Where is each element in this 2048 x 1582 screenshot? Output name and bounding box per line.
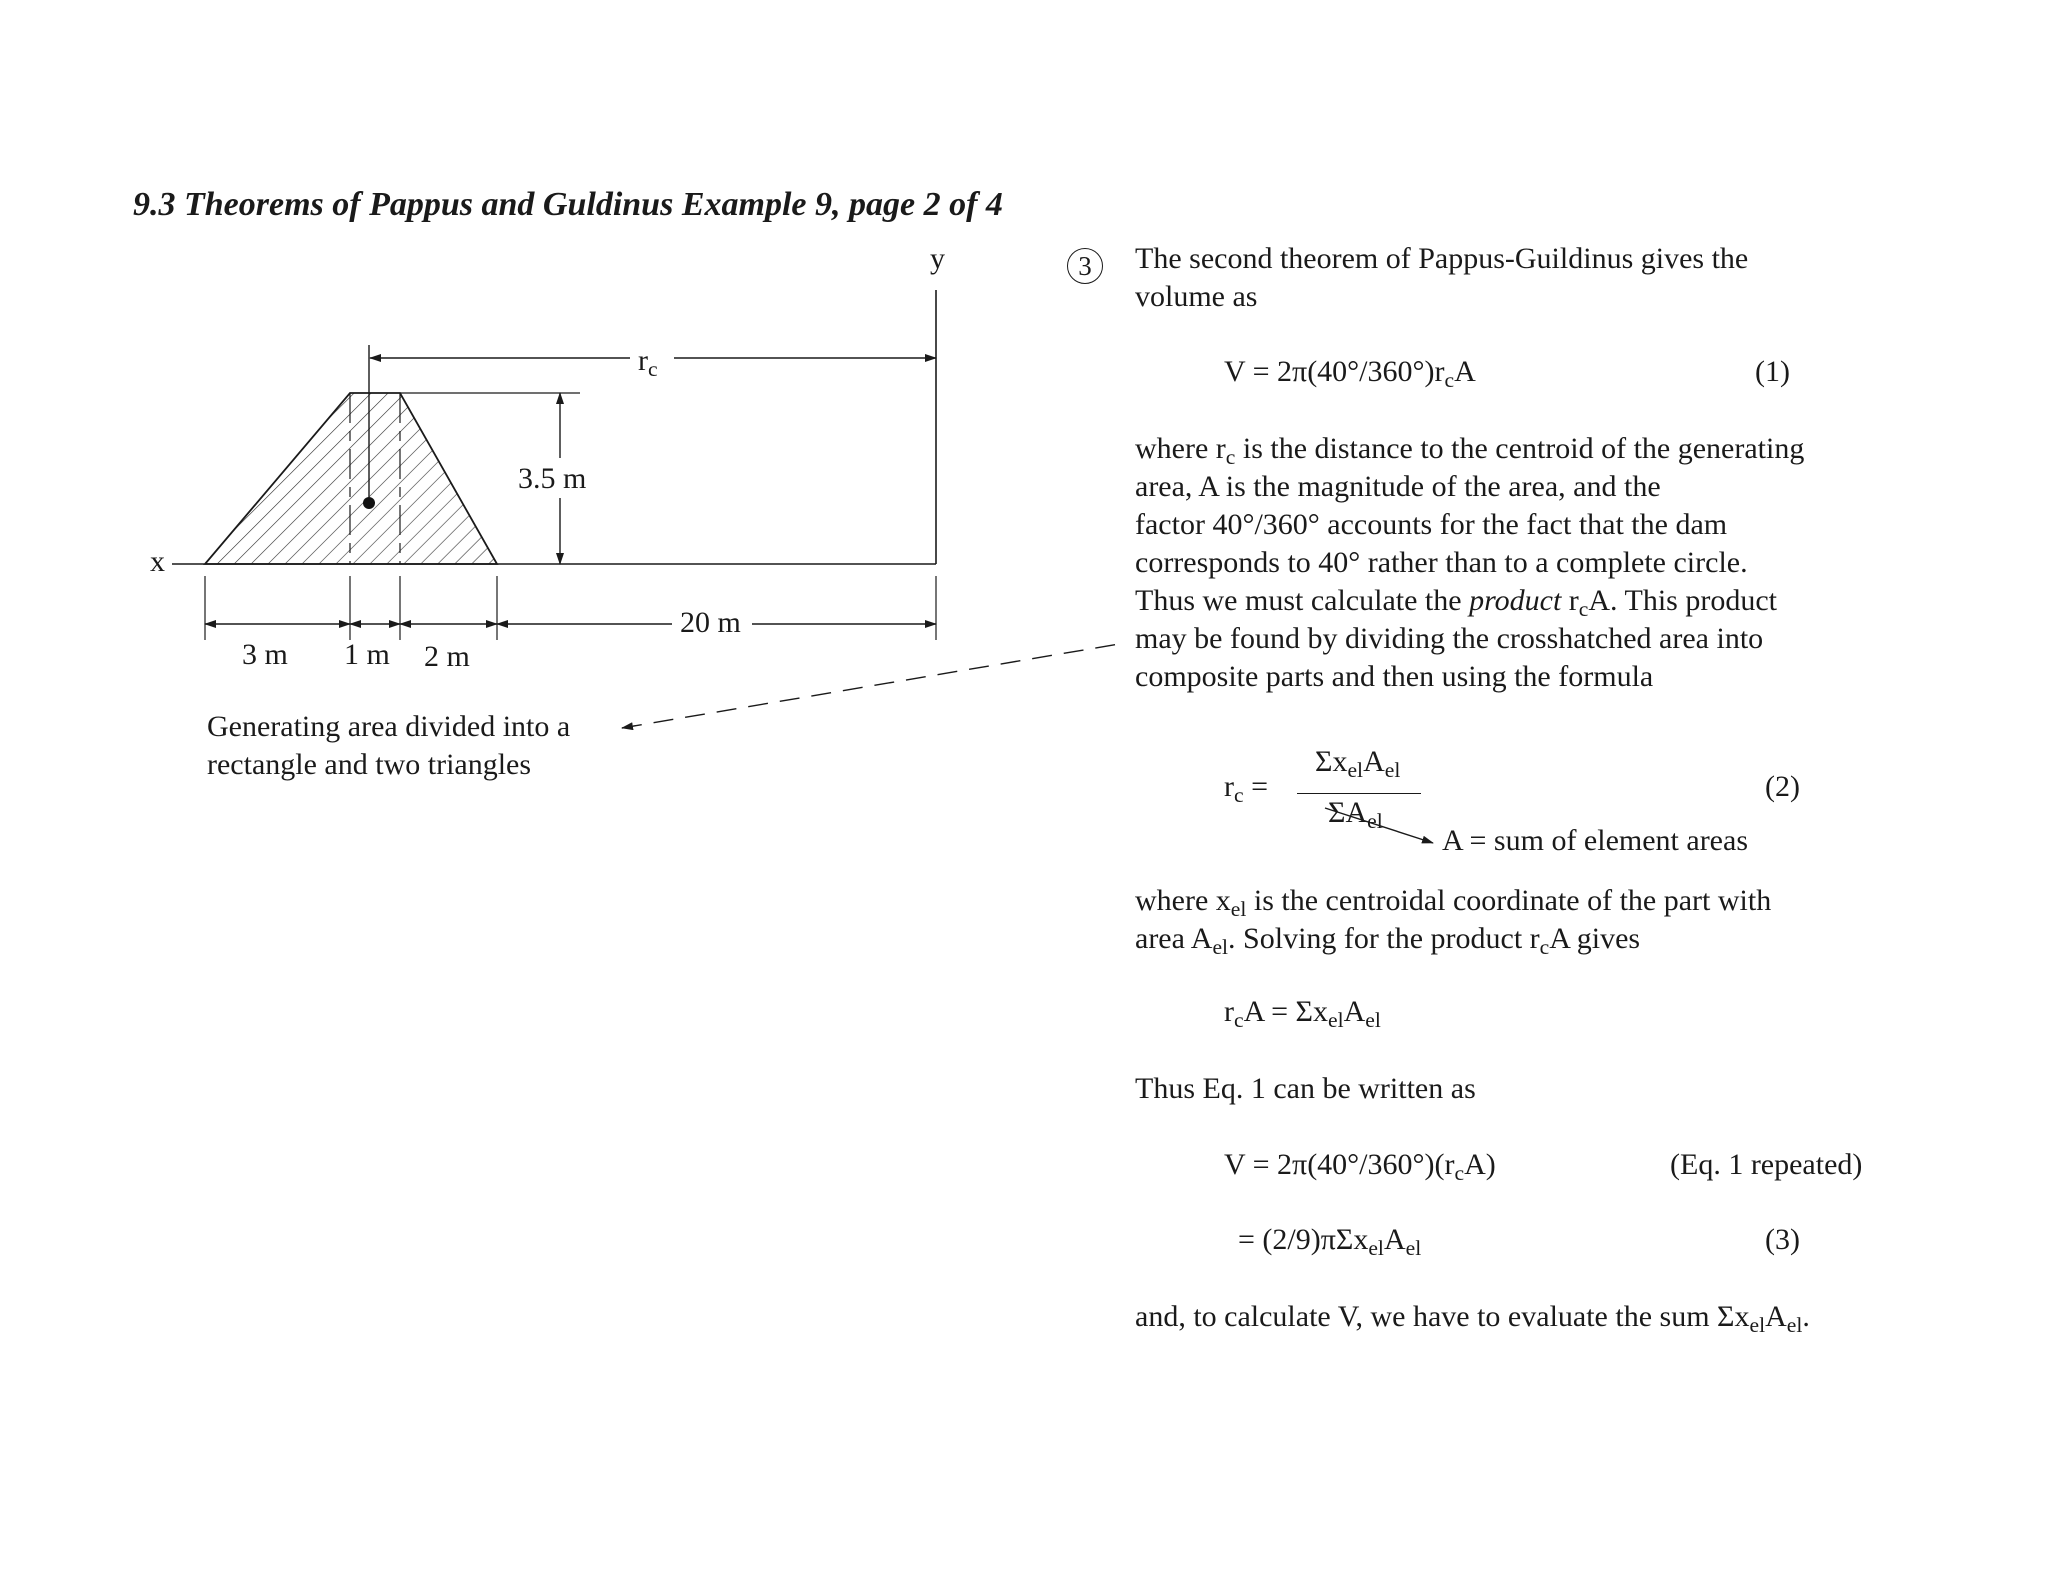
paragraph-4: Thus Eq. 1 can be written as xyxy=(1135,1072,1476,1105)
y-axis-label: y xyxy=(930,242,945,275)
equation-3: = $(2/9)\pi\Sigma x_{el}A_{el}$ xyxy=(1238,1223,1422,1261)
equation-2-denominator: $\Sigma A_{el}$ xyxy=(1328,796,1383,834)
para2-line-2: area, A is the magnitude of the area, and the xyxy=(1135,470,1661,503)
final-statement: and, to calculate V, we have to evaluate the sum $\Sigma x_{el}A_{el}$. xyxy=(1135,1300,1810,1338)
equation-1-repeated-number: (Eq. 1 repeated) xyxy=(1670,1148,1863,1181)
rc-label: $r_c$ xyxy=(638,344,658,382)
x-axis-label: x xyxy=(150,545,165,578)
step-number-badge: 3 xyxy=(1067,248,1103,284)
dim-label-1m: 1 m xyxy=(344,638,390,671)
para2-line-7: composite parts and then using the formula xyxy=(1135,660,1654,693)
paragraph-3 xyxy=(1135,882,1771,958)
generating-area xyxy=(205,393,497,564)
caption-leader xyxy=(622,643,1125,728)
dim-label-20m: 20 m xyxy=(680,606,741,639)
equation-3-number: (3) xyxy=(1765,1223,1800,1256)
equation-2-number: (2) xyxy=(1765,770,1800,803)
caption-line-1: Generating area divided into a xyxy=(207,710,571,743)
caption-line-2: rectangle and two triangles xyxy=(207,748,532,781)
intro-line-2: volume as xyxy=(1135,280,1258,313)
equation-1-repeated: $V = 2\pi(40^\circ/360^\circ)(r_cA)$ xyxy=(1224,1148,1496,1186)
equation-rca: $r_cA = \Sigma x_{el}A_{el}$ xyxy=(1224,995,1381,1033)
centroid-dot xyxy=(363,497,375,509)
equation-1-number: (1) xyxy=(1755,355,1790,388)
fraction-bar xyxy=(1297,793,1421,794)
para2-line-1: where $r_c$ is the distance to the centroid of the generating xyxy=(1135,432,1805,470)
para2-line-6: may be found by dividing the crosshatched area into xyxy=(1135,622,1764,655)
para2-line-5: Thus we must calculate the product $r_cA$. This product xyxy=(1135,584,1777,622)
paragraph-2 xyxy=(1135,430,1804,696)
para2-line-3: factor 40°/360° accounts for the fact that the dam xyxy=(1135,508,1728,541)
dim-label-2m: 2 m xyxy=(424,640,470,673)
para3-line-2: area $A_{el}$. Solving for the product $r_cA$ gives xyxy=(1135,922,1641,960)
intro-line-1: The second theorem of Pappus-Guildinus gives the xyxy=(1135,242,1749,275)
page-title: 9.3 Theorems of Pappus and Guldinus Example 9, page 2 of 4 xyxy=(133,186,1003,223)
para2-line-4: corresponds to 40° rather than to a complete circle. xyxy=(1135,546,1748,579)
dim-label-3m: 3 m xyxy=(242,638,288,671)
equation-2-lhs: $r_c$ = xyxy=(1224,770,1269,808)
equation-1: $V = 2\pi(40^\circ/360^\circ)r_cA$ xyxy=(1224,355,1476,393)
para3-line-1: where $x_{el}$ is the centroidal coordinate of the part with xyxy=(1135,884,1772,922)
height-label: 3.5 m xyxy=(518,462,587,495)
area-annotation: A = sum of element areas xyxy=(1442,824,1748,857)
equation-2-numerator: $\Sigma x_{el}A_{el}$ xyxy=(1315,745,1401,783)
